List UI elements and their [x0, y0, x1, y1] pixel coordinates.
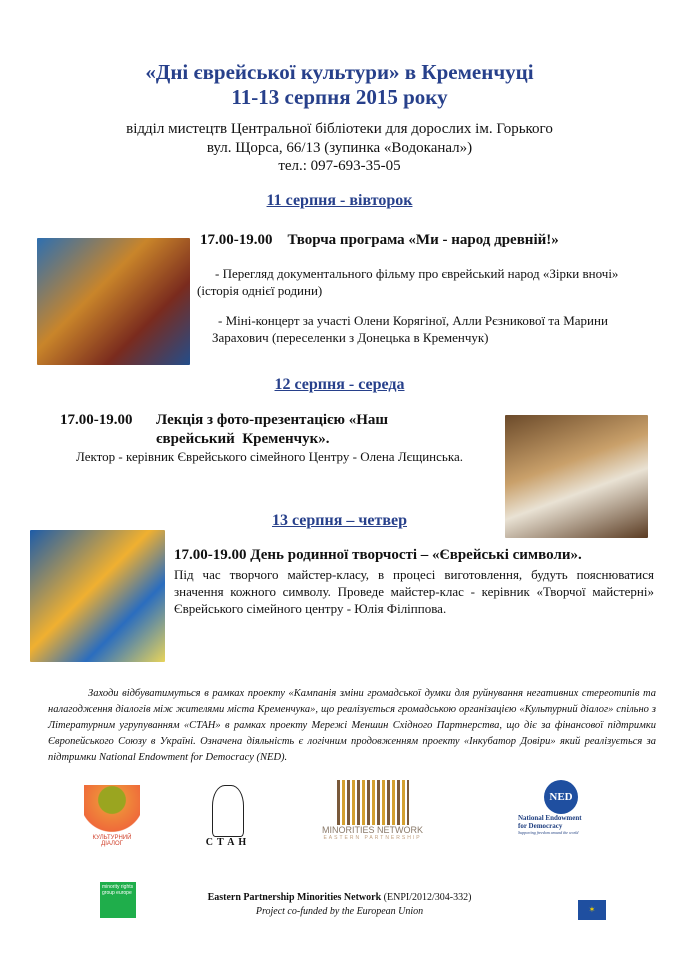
organizer: відділ мистецтв Центральної бібліотеки для дорослих ім. Горького	[126, 121, 553, 137]
funding-note: Project co-funded by the European Union	[255, 906, 424, 917]
day1-item-concert: - Міні-концерт за участі Олени Корягіної, Алли Рєзникової та Марини Зарахович (переселенки з Донецька в Кременчук)	[212, 313, 608, 345]
day2-title-1: Лекція з фото-презентацією «Наш	[156, 412, 389, 428]
musicians-painting	[37, 238, 190, 365]
minorities-network-logo: MINORITIES NETWORK EASTERN PARTNERSHIP	[305, 780, 440, 841]
poster-dates: 11-13 серпня 2015 року	[231, 85, 448, 109]
day1-item-film: - Перегляд документального фільму про єврейський народ «Зірки вночі» (історія однієї родини)	[197, 266, 619, 298]
menorah-painting	[30, 530, 165, 662]
poster-title: «Дні єврейської культури» в Кременчуці	[145, 60, 534, 84]
day1-title: 17.00-19.00 Творча програма «Ми - народ древній!»	[200, 232, 559, 248]
day3-description: Під час творчого майстер-класу, в процесі виготовлення, будуть пояснюватися значення кожного символу. Проведе майстер-клас - керівник «Творчої майстерні» Єврейського сімейного центру - Юлія Філіппова.	[174, 567, 654, 616]
day3-title: 17.00-19.00 День родинної творчості – «Єврейські символи».	[174, 547, 582, 563]
minority-rights-group-logo: minority rights group europe	[100, 882, 136, 918]
address: вул. Щорса, 66/13 (зупинка «Водоканал»)	[206, 140, 473, 156]
kulturnyi-dialog-logo: КУЛЬТУРНИЙ ДІАЛОГ	[82, 785, 142, 855]
funding-line: Eastern Partnership Minorities Network (ENPI/2012/304-332)	[207, 892, 472, 903]
day2-heading: 12 серпня - середа	[274, 376, 405, 393]
stan-logo: СТАН	[203, 785, 253, 855]
day2-time: 17.00-19.00	[60, 412, 133, 428]
day3-heading: 13 серпня – четвер	[271, 512, 407, 529]
ned-logo: NED National Endowment for Democracy Supporting freedom around the world	[518, 780, 608, 835]
day1-heading: 11 серпня - вівторок	[266, 192, 413, 209]
phone: тел.: 097-693-35-05	[278, 158, 401, 174]
day2-lecturer: Лектор - керівник Єврейського сімейного Центру - Олена Лєщинська.	[76, 449, 463, 464]
project-note: Заходи відбуватимуться в рамках проекту «Кампанія зміни громадської думки для руйнування негативних стереотипів та налагодження діалогів між жителями міста Кременчука», що реалізується громадською організацією «Культурний діалог» спільно з Літературним угрупуванням «СТАН» в рамках проекту Мережі Меншин Східного Партнерства, що діє за фінансової підтримки Європейського Союзу в Україні. Означена діяльність є логічним продовженням проекту «Інкубатор Довіри» який реалізується за підтримки National Endowment for Democracy (NED).	[48, 688, 656, 763]
eu-flag-icon: ✶	[578, 900, 606, 920]
day2-title-2: єврейський Кременчук».	[156, 431, 330, 447]
